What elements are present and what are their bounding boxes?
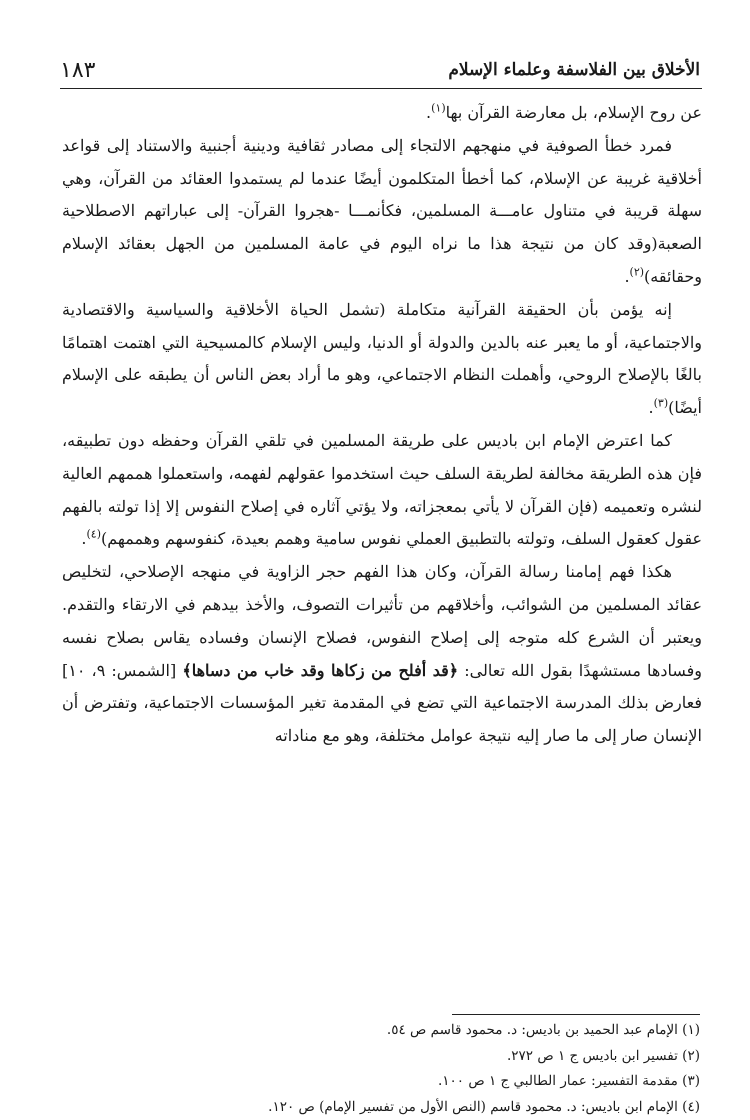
header-divider [60, 88, 702, 89]
text-segment: . [81, 529, 86, 548]
running-header [60, 58, 700, 88]
paragraph [62, 294, 702, 425]
text-segment: كما اعترض الإمام ابن باديس على طريقة المسلمين في تلقي القرآن وحفظه دون تطبيقه، فإن هذه الطريقة مخالفة لطريقة السلف حيث استخدموا عقولهم لفهمه، واستعملوا هممهم العالية لنشره وتعميمه (فإن القرآن لا يأتي بمعجزاته، ولا يؤتي آثاره في إصلاح النفوس إلا إذا تولته بالفهم عقول كعقول السلف، وتولته بالتطبيق العملي نفوس سامية وهمم بعيدة، كنفوسهم وهممهم) [62, 431, 702, 548]
text-segment: . [624, 267, 629, 286]
footnote: (٤) الإمام ابن باديس: د. محمود قاسم (النص الأول من تفسير الإمام) ص ١٢٠. [62, 1095, 700, 1120]
text-segment: . [649, 398, 654, 417]
paragraph [62, 130, 702, 294]
footnote: (٣) مقدمة التفسير: عمار الطالبي ج ١ ص ١٠٠. [62, 1069, 700, 1095]
paragraph [62, 425, 702, 556]
running-header-title: الأخلاق بين الفلاسفة وعلماء الإسلام [448, 60, 700, 80]
body-text [62, 97, 702, 753]
paragraph [62, 556, 702, 753]
text-segment: إنه يؤمن بأن الحقيقة القرآنية متكاملة (تشمل الحياة الأخلاقية والسياسية والاقتصادية والاجتماعية، أو ما يعبر عنه بالدين والدولة أو الدنيا، وليس الإسلام كالمسيحية التي اهتمت اهتمامًا بالغًا بالإصلاح الروحي، وأهملت النظام الاجتماعي، وهو ما أراد بعض الناس أن يطبقه على الإسلام أيضًا) [62, 300, 702, 417]
page-number: ١٨٣ [60, 58, 95, 83]
text-segment: . [426, 103, 431, 122]
text-segment: هكذا فهم إمامنا رسالة القرآن، وكان هذا الفهم حجر الزاوية في منهجه الإصلاحي، لتخليص عقائد المسلمين من الشوائب، وأخلاقهم من تأثيرات التصوف، والأخذ بيدهم في الارتقاء والتقدم. ويعتبر أن الشرع كله متوجه إلى إصلاح النفوس، فصلاح الإنسان وفساده يقاس بصلاح نفسه وفسادها مستشهدًا بقول الله تعالى: [62, 562, 702, 679]
footnote-reference: (٤) [86, 528, 101, 541]
paragraph [62, 97, 702, 130]
footnotes [62, 1018, 700, 1120]
text-segment: فمرد خطأ الصوفية في منهجهم الالتجاء إلى مصادر ثقافية ودينية أجنبية والاستناد إلى قواعد أخلاقية غريبة عن الإسلام، كما أخطأ المتكلمون أيضًا عندما لم يستمدوا العقائد من القرآن، وهي سهلة قريبة في متناول عامـــة المسلمين، فكأنمـــا -هجروا القرآن- إلى عباراتهم الاصطلاحية الصعبة(وقد كان من نتيجة هذا ما نراه اليوم في عامة المسلمين من الجهل بعقائد الإسلام وحقائقه) [62, 136, 702, 286]
footnote-reference: (١) [431, 102, 446, 115]
quran-verse: ﴿قد أفلح من زكاها وقد خاب من دساها﴾ [182, 661, 458, 680]
footnote-reference: (٣) [654, 397, 669, 410]
footnote-reference: (٢) [630, 266, 645, 279]
footnote-divider [452, 1014, 700, 1015]
text-segment: عن روح الإسلام، بل معارضة القرآن بها [446, 103, 702, 122]
footnote: (١) الإمام عبد الحميد بن باديس: د. محمود قاسم ص ٥٤. [62, 1018, 700, 1044]
text-segment: [الشمس: ٩، ١٠] فعارض بذلك المدرسة الاجتماعية التي تضع في المقدمة تغير المؤسسات الاجتماعية، وتفترض أن الإنسان صار إلى ما صار إليه نتيجة عوامل مختلفة، وهو مع مناداته [62, 661, 702, 746]
footnote: (٢) تفسير ابن باديس ج ١ ص ٢٧٢. [62, 1044, 700, 1070]
